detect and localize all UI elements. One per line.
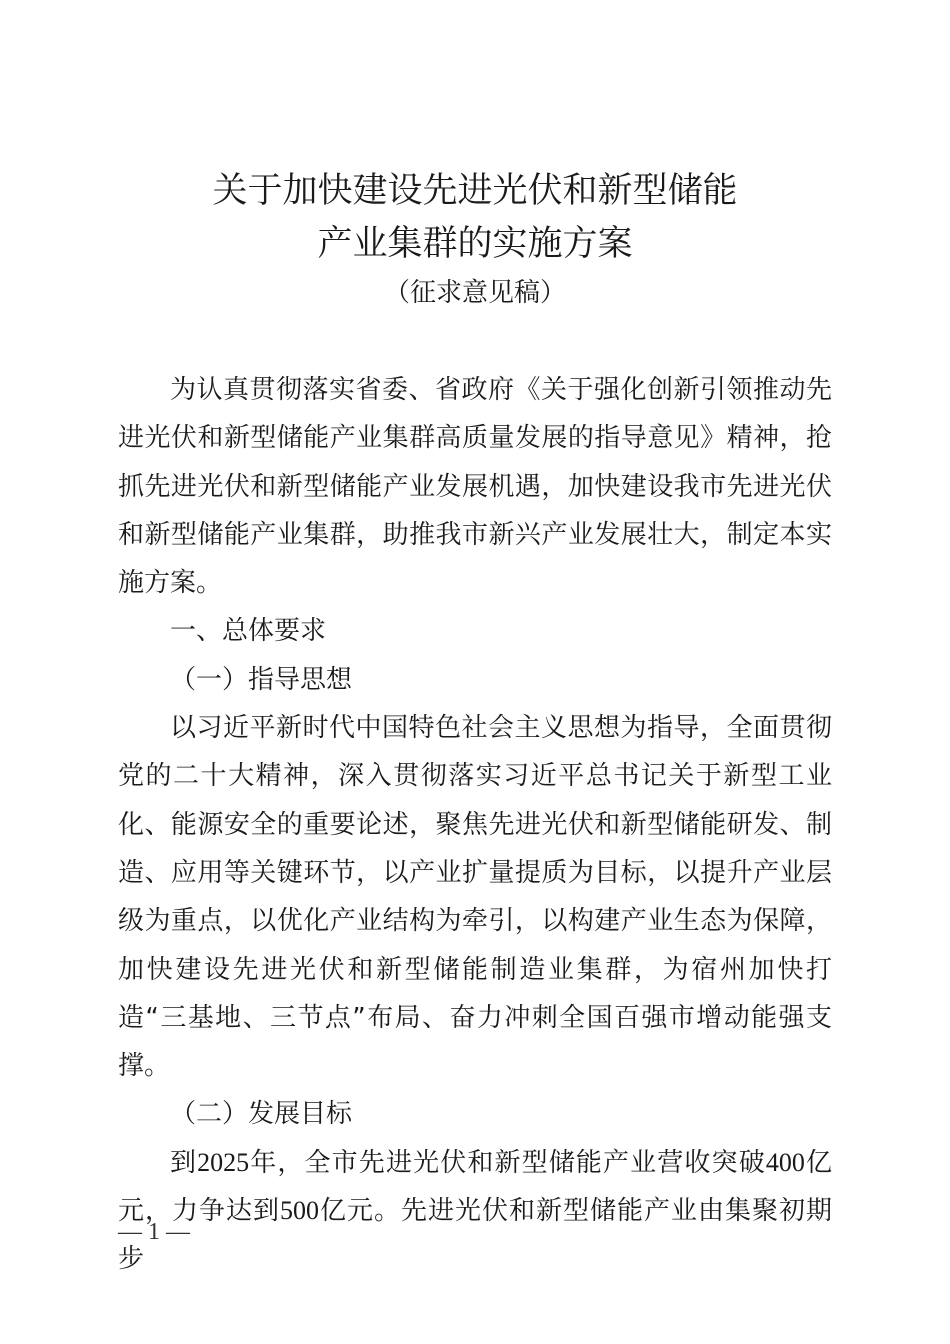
goal-text-3: 亿元，力争达到 (118, 1147, 832, 1227)
subsection-heading-guiding-thought: （一）指导思想 (170, 664, 353, 695)
goal-text-1: 到 (170, 1147, 198, 1178)
section-heading-general-requirements: 一、总体要求 (170, 616, 327, 647)
page-number: — 1 — (118, 1219, 190, 1245)
development-goals-paragraph (118, 1139, 832, 1284)
goal-value-2: 500 (280, 1196, 319, 1226)
document-body (118, 366, 832, 1284)
intro-paragraph: 为认真贯彻落实省委、省政府《关于强化创新引领推动先进光伏和新型储能产业集群高质量发展的指导意见》精神，抢抓先进光伏和新型储能产业发展机遇，加快建设我市先进光伏和新型储能产业集群，助推我市新兴产业发展壮大，制定本实施方案。 (118, 375, 832, 599)
subsection-heading-development-goals: （二）发展目标 (170, 1099, 353, 1130)
document-title-line-1: 关于加快建设先进光伏和新型储能 (212, 171, 738, 211)
goal-value-1: 400 (765, 1147, 805, 1177)
guiding-thought-paragraph: 以习近平新时代中国特色社会主义思想为指导，全面贯彻党的二十大精神，深入贯彻落实习近平总书记关于新型工业化、能源安全的重要论述，聚焦先进光伏和新型储能研发、制造、应用等关键环节，以产业扩量提质为目标，以提升产业层级为重点，以优化产业结构为牵引，以构建产业生态为保障，加快建设先进光伏和新型储能制造业集群，为宿州加快打造“三基地、三节点”布局、奋力冲刺全国百强市增动能强支撑。 (118, 713, 832, 1082)
goal-text-4: 亿元。先进光伏和新型储能产业由集聚初期步 (118, 1196, 832, 1275)
document-subtitle: （征求意见稿） (383, 278, 566, 308)
goal-year: 2025 (197, 1147, 250, 1177)
goal-text-2: 年，全市先进光伏和新型储能产业营收突破 (249, 1147, 766, 1178)
document-title-line-2: 产业集群的实施方案 (317, 224, 633, 264)
